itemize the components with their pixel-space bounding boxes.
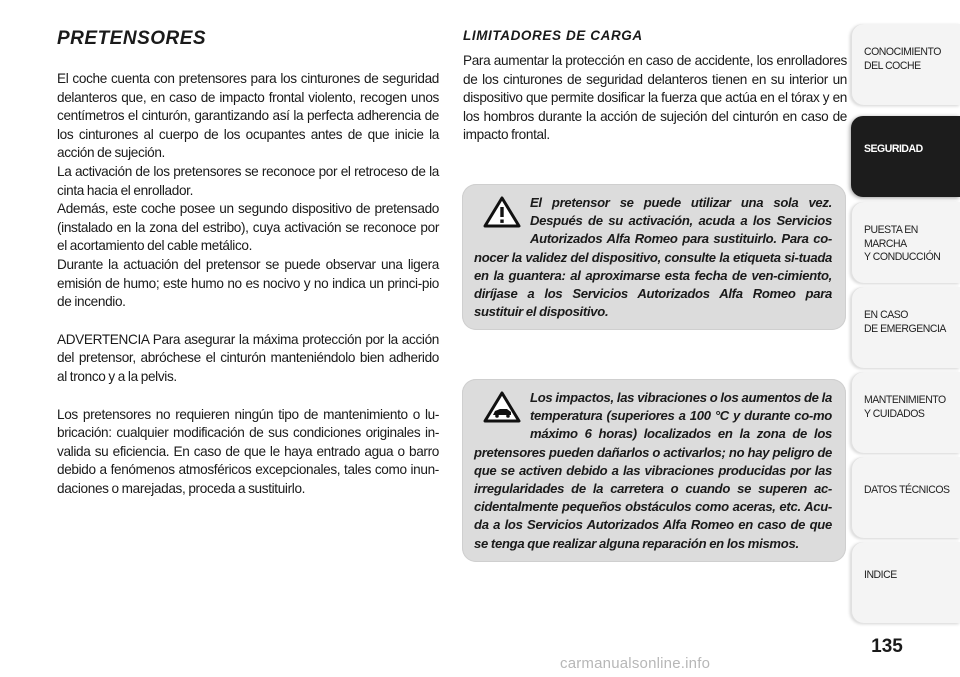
section-title-limitadores: LIMITADORES DE CARGA: [463, 28, 643, 43]
paragraph-4: Durante la actuación del pretensor se puede observar una ligera emisión de humo; este humo no es nocivo y no indica un princi-pio de incendio.: [57, 256, 439, 310]
paragraph-5: Los pretensores no requieren ningún tipo de mantenimiento o lu-bricación: cualquier modificación de sus condiciones originales in-valida su eficiencia. En caso de que le haya entrado agua o barro debido a fenómenos atmosféricos excepcionales, tales como inun-daciones o marejadas, proceda a sustituirlo.: [57, 406, 439, 496]
warning-triangle-icon: [474, 196, 530, 244]
car-damage-warning-icon: [474, 391, 530, 439]
tab-indice[interactable]: INDICE: [851, 542, 960, 623]
watermark: carmanualsonline.info: [560, 655, 711, 672]
tab-seguridad[interactable]: SEGURIDAD: [851, 116, 960, 197]
paragraph-2: La activación de los pretensores se reconoce por el retroceso de la cinta hacia el enrollador.: [57, 163, 439, 198]
limitadores-paragraph: Para aumentar la protección en caso de accidente, los enrolladores de los cinturones de seguridad delanteros tienen en su interior un dispositivo que permite dosificar la fuerza que actúa en el tórax y en los hombros durante la acción de sujeción del cinturón en caso de impacto frontal.: [463, 53, 847, 143]
section-title-pretensores: PRETENSORES: [57, 28, 207, 49]
warning-text-2: Los impactos, las vibraciones o los aumentos de la temperatura (superiores a 100 °C y durante co-mo máximo 6 horas) localizados en la zona de los pretensores pueden dañarlos o activarlos; no hay peligro de que se activen debido a las vibraciones producidas por las irregularidades de la carretera o cuando se superen ac-cidentalmente pequeños obstáculos como aceras, etc. Acu-da a los Servicios Autorizados Alfa Romeo en caso de que se tenga que realizar alguna reparación en los mismos.: [474, 390, 832, 551]
tab-puesta-en-marcha[interactable]: PUESTA EN MARCHA Y CONDUCCIÓN: [851, 202, 960, 283]
page-number: 135: [871, 636, 903, 657]
warning-text-1: El pretensor se puede utilizar una sola vez. Después de su activación, acuda a los Servicios Autorizados Alfa Romeo para sustituirlo. Para co-nocer la validez del dispositivo, consulte la etiqueta si-tuada en la guantera: al aproximarse esta fecha de ven-cimiento, diríjase a los Servicios Autorizados Alfa Romeo para sustituir el dispositivo.: [474, 195, 832, 320]
warning-box-pretensor: [462, 184, 846, 330]
tab-mantenimiento[interactable]: MANTENIMIENTO Y CUIDADOS: [851, 372, 960, 453]
tab-datos-tecnicos[interactable]: DATOS TÉCNICOS: [851, 457, 960, 538]
tab-en-caso-de-emergencia[interactable]: EN CASO DE EMERGENCIA: [851, 287, 960, 368]
right-column: [463, 28, 847, 145]
left-column: [57, 28, 439, 498]
paragraph-1: El coche cuenta con pretensores para los cinturones de seguridad delanteros que, en caso de impacto frontal violento, recogen unos centímetros el cinturón, garantizando así la perfecta adherencia de los cinturones al cuerpo de los ocupantes antes de que inicie la acción de sujeción.: [57, 71, 439, 161]
paragraph-3: Además, este coche posee un segundo dispositivo de pretensado (instalado en la zona del estribo), cuya activación se reconoce por el acortamiento del cable metálico.: [57, 201, 439, 254]
warning-box-impactos: [462, 379, 846, 562]
tab-conocimiento-del-coche[interactable]: CONOCIMIENTO DEL COCHE: [851, 24, 960, 105]
paragraph-advertencia: ADVERTENCIA Para asegurar la máxima protección por la acción del pretensor, abróchese el cinturón manteniéndolo bien adherido al tronco y a la pelvis.: [57, 331, 439, 384]
